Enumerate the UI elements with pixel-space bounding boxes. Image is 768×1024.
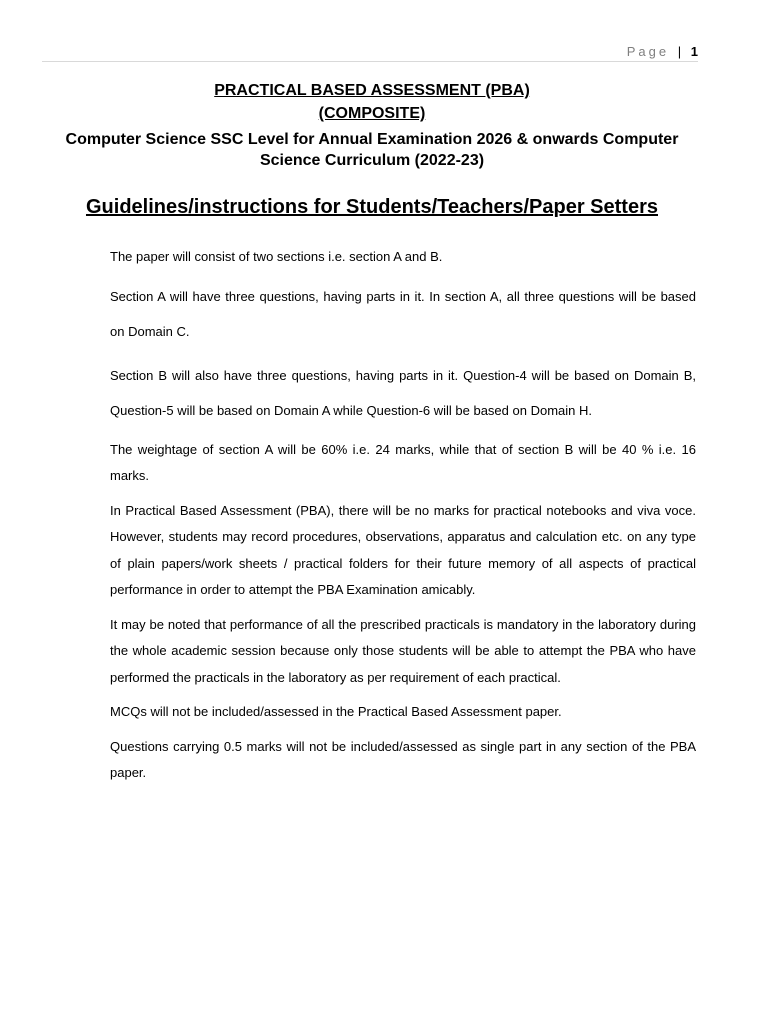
document-subtitle: (COMPOSITE) bbox=[318, 105, 426, 122]
title-block bbox=[40, 79, 704, 171]
paragraph-weightage: The weightage of section A will be 60% i.e. 24 marks, while that of section B will be 40 % i.e. 16 marks. bbox=[110, 441, 696, 483]
paragraph-practicals: It may be noted that performance of all the prescribed practicals is mandatory in the laboratory during the whole academic session because only those students will be able to attempt the PBA who have performed the practicals in the laboratory as per requirement of each practical. bbox=[110, 616, 696, 685]
paragraph-sections: The paper will consist of two sections i.e. section A and B. bbox=[110, 249, 443, 264]
document-title: PRACTICAL BASED ASSESSMENT (PBA) bbox=[214, 82, 530, 99]
guidelines-body bbox=[110, 244, 696, 795]
paragraph-section-a: Section A will have three questions, having parts in it. In section A, all three questions will be based on Domain C. bbox=[110, 288, 696, 339]
document-scope: Computer Science SSC Level for Annual Examination 2026 & onwards Computer Science Curriculum (2022-23) bbox=[65, 131, 679, 169]
page-label: Page bbox=[626, 44, 670, 59]
paragraph-pba-marks: In Practical Based Assessment (PBA), there will be no marks for practical notebooks and viva voce. However, students may record procedures, observations, apparatus and calculation etc. on any type of plain papers/work sheets / practical folders for their future memory of all aspects of practical performance in order to attempt the PBA Examination amicably. bbox=[110, 502, 696, 597]
paragraph-mcqs: MCQs will not be included/assessed in the Practical Based Assessment paper. bbox=[110, 704, 562, 719]
header-rule bbox=[42, 61, 698, 62]
paragraph-half-marks: Questions carrying 0.5 marks will not be included/assessed as single part in any section of the PBA paper. bbox=[110, 738, 696, 780]
page-number: 1 bbox=[690, 44, 698, 59]
page-header bbox=[627, 44, 698, 59]
guidelines-heading: Guidelines/instructions for Students/Teachers/Paper Setters bbox=[85, 196, 658, 218]
paragraph-section-b: Section B will also have three questions, having parts in it. Question-4 will be based on Domain B, Question-5 will be based on Domain A while Question-6 will be based on Domain H. bbox=[110, 367, 696, 418]
page-separator: | bbox=[677, 44, 682, 59]
